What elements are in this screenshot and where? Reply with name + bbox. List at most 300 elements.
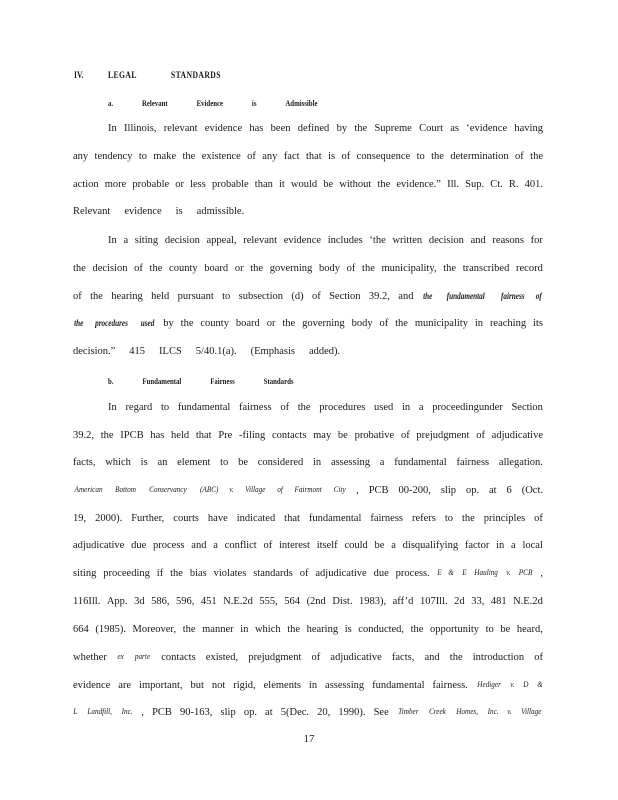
- body-line: [73, 318, 543, 329]
- body-word: (Emphasis: [250, 346, 295, 357]
- subheading-word: is: [251, 99, 257, 108]
- body-word: Pre: [218, 430, 233, 441]
- body-word: fairness: [238, 402, 272, 413]
- body-word: a: [418, 402, 424, 413]
- body-word: have: [207, 513, 228, 524]
- body-word: 5(Dec.: [280, 707, 310, 718]
- body-word: evidence.”: [396, 179, 441, 190]
- citation-word: the: [74, 318, 84, 328]
- body-word: ILCS: [159, 346, 182, 357]
- body-word: the: [100, 430, 114, 441]
- body-line: [73, 263, 543, 274]
- body-word: facts,: [391, 652, 415, 663]
- body-word: prejudgment: [416, 430, 470, 441]
- body-word: the: [297, 402, 311, 413]
- body-word: reasons: [492, 235, 524, 246]
- body-word: subsection: [238, 291, 283, 302]
- body-word: regard: [125, 402, 153, 413]
- citation-word: &: [448, 568, 455, 577]
- body-word: rigid,: [233, 680, 256, 691]
- body-word: the: [149, 263, 163, 274]
- body-word: municipality,: [381, 263, 437, 274]
- body-word: tendency: [94, 151, 133, 162]
- body-word: would: [290, 179, 318, 190]
- citation-word: parte: [135, 652, 151, 661]
- citation-word: Fairmont: [294, 485, 322, 494]
- body-word: relevant: [163, 123, 198, 134]
- body-word: of: [247, 151, 256, 162]
- body-word: are: [118, 680, 132, 691]
- body-word: as: [450, 123, 460, 134]
- body-word: to: [416, 151, 425, 162]
- section-title: [108, 70, 221, 80]
- body-word: has: [249, 123, 264, 134]
- body-word: admissible.: [196, 206, 245, 217]
- body-word: transcribed: [462, 263, 510, 274]
- body-word: fundamental: [394, 457, 447, 468]
- body-word: hearing: [111, 291, 143, 302]
- citation-word: used: [141, 318, 155, 328]
- body-word: by: [163, 318, 174, 329]
- body-word: is: [140, 457, 148, 468]
- body-word: defined: [297, 123, 330, 134]
- subheading-word: Fairness: [210, 377, 235, 386]
- body-word: in: [308, 680, 318, 691]
- subheading-a: [108, 99, 317, 108]
- citation-word: D: [523, 680, 529, 689]
- body-word: a: [213, 540, 218, 551]
- body-word: fairness.: [432, 680, 468, 691]
- body-word: 596,: [175, 596, 195, 607]
- body-word: to: [220, 457, 229, 468]
- body-word: governing: [302, 318, 345, 329]
- body-word: the: [182, 151, 196, 162]
- section-number: IV.: [74, 70, 84, 80]
- body-word: slip: [220, 707, 236, 718]
- body-word: Moreover,: [132, 624, 177, 635]
- body-word: and: [398, 291, 414, 302]
- citation-word: v.: [506, 568, 512, 577]
- body-word: in: [474, 318, 484, 329]
- body-word: In: [108, 235, 117, 246]
- body-word: disqualifying: [402, 540, 459, 551]
- citation-word: City: [333, 485, 346, 494]
- body-word: procedures: [319, 402, 366, 413]
- body-word: be: [374, 540, 385, 551]
- section-title-word: LEGAL: [108, 70, 137, 80]
- body-word: any: [262, 151, 278, 162]
- body-word: of: [299, 568, 309, 579]
- body-line: [73, 596, 543, 607]
- body-word: body: [318, 263, 340, 274]
- body-word: In: [108, 402, 117, 413]
- citation-word: Hediger: [477, 680, 501, 689]
- body-word: 107Ill.: [419, 596, 448, 607]
- citation-word: Homes,: [455, 707, 478, 716]
- body-word: Supreme: [374, 123, 412, 134]
- body-word: fundamental: [308, 513, 362, 524]
- body-word: adjudicative: [73, 540, 125, 551]
- body-word: 555,: [259, 596, 278, 607]
- body-word: body: [351, 318, 373, 329]
- body-word: of: [341, 151, 351, 162]
- body-word: 2d: [454, 596, 465, 607]
- body-word: of: [346, 263, 356, 274]
- body-word: the: [354, 123, 368, 134]
- body-word: 2000).: [95, 513, 123, 524]
- body-word: the: [377, 179, 391, 190]
- body-line: [73, 680, 543, 691]
- body-word: adjudicative: [330, 652, 382, 663]
- body-word: it: [278, 179, 285, 190]
- citation-word: procedures: [95, 318, 129, 328]
- body-word: (1985).: [95, 624, 126, 635]
- body-word: determination: [450, 151, 509, 162]
- body-word: in: [240, 624, 249, 635]
- body-word: 415: [129, 346, 146, 357]
- body-word: 39.2,: [368, 291, 390, 302]
- body-word: See: [373, 707, 389, 718]
- citation-word: Village: [245, 485, 266, 494]
- citation-word: of: [536, 291, 543, 301]
- body-word: may: [313, 430, 332, 441]
- citation-word: fairness: [500, 291, 525, 301]
- body-word: decision: [428, 235, 464, 246]
- body-line: [73, 430, 543, 441]
- body-word: proceeding: [103, 568, 150, 579]
- body-word: pursuant: [177, 291, 214, 302]
- body-word: county: [169, 263, 198, 274]
- body-word: be: [500, 624, 511, 635]
- body-line: [108, 235, 543, 246]
- body-word: due: [131, 540, 147, 551]
- body-word: Ill.: [447, 179, 460, 190]
- body-word: an: [157, 457, 168, 468]
- body-word: a: [391, 540, 396, 551]
- body-word: adjudicative: [491, 430, 543, 441]
- body-word: the: [395, 318, 408, 329]
- body-word: decision: [92, 263, 128, 274]
- citation-word: Landfill,: [86, 707, 112, 716]
- body-word: Illinois,: [124, 123, 157, 134]
- citation-word: ex: [117, 652, 124, 661]
- body-word: 1983),: [358, 596, 387, 607]
- subheading-word: Fundamental: [142, 377, 182, 386]
- body-word: make: [153, 151, 177, 162]
- body-word: ,: [141, 707, 144, 718]
- body-line: [73, 485, 543, 496]
- body-word: the: [282, 318, 296, 329]
- body-word: indicated: [236, 513, 276, 524]
- subheading-word: Relevant: [142, 99, 168, 108]
- body-word: probable: [211, 179, 249, 190]
- subheading-word: Evidence: [196, 99, 224, 108]
- body-word: considered: [257, 457, 304, 468]
- body-word: without: [339, 179, 372, 190]
- body-word: of: [280, 402, 290, 413]
- citation-word: (ABC): [199, 485, 219, 494]
- body-word: whether: [73, 652, 107, 663]
- body-line: [108, 123, 543, 134]
- body-word: probable: [132, 179, 170, 190]
- body-word: Section: [329, 291, 361, 302]
- body-word: added).: [308, 346, 341, 357]
- body-word: the: [73, 263, 86, 274]
- body-word: includes: [327, 235, 363, 246]
- body-word: to: [138, 151, 147, 162]
- body-word: or: [234, 263, 244, 274]
- body-word: been: [270, 123, 291, 134]
- body-line: [73, 346, 543, 357]
- body-word: prejudgment: [248, 652, 302, 663]
- body-word: important,: [139, 680, 183, 691]
- body-line: [73, 291, 543, 302]
- body-word: consequence: [356, 151, 411, 162]
- body-word: Sup.: [465, 179, 485, 190]
- body-word: fundamental: [372, 680, 425, 691]
- body-word: 1990).: [338, 707, 366, 718]
- body-word: 586,: [151, 596, 170, 607]
- body-word: op.: [243, 707, 257, 718]
- body-word: but: [190, 680, 204, 691]
- body-word: siting: [134, 235, 159, 246]
- body-word: be: [323, 179, 334, 190]
- body-word: facts,: [73, 457, 96, 468]
- citation-word: v.: [510, 680, 515, 689]
- body-word: the: [461, 513, 475, 524]
- body-word: the: [180, 318, 194, 329]
- body-word: fact: [283, 151, 300, 162]
- body-word: municipality: [414, 318, 468, 329]
- body-word: the: [182, 624, 196, 635]
- citation-word: fundamental: [446, 291, 485, 301]
- body-word: be: [238, 457, 248, 468]
- body-word: than: [254, 179, 273, 190]
- body-word: less: [190, 179, 206, 190]
- body-word: its: [533, 318, 543, 329]
- body-word: PCB: [152, 707, 172, 718]
- body-word: 00-200,: [398, 485, 431, 496]
- body-word: existed,: [205, 652, 239, 663]
- body-word: evidence: [73, 680, 111, 691]
- body-word: refers: [411, 513, 436, 524]
- body-word: the: [287, 624, 301, 635]
- body-line: [73, 513, 543, 524]
- body-word: probative: [354, 430, 395, 441]
- body-word: manner: [202, 624, 234, 635]
- body-word: assessing: [325, 680, 365, 691]
- body-word: which: [254, 624, 281, 635]
- body-word: for: [530, 235, 543, 246]
- body-word: is: [344, 624, 352, 635]
- citation-word: Hauling: [474, 568, 499, 577]
- body-word: that: [284, 513, 300, 524]
- body-word: 481: [490, 596, 507, 607]
- body-word: the: [530, 151, 543, 162]
- body-line: [73, 179, 543, 190]
- body-word: Ct.: [490, 179, 503, 190]
- page-number: 17: [303, 733, 315, 745]
- body-word: Court: [419, 123, 443, 134]
- body-word: that: [305, 151, 322, 162]
- subheading-word: a.: [108, 99, 114, 108]
- body-word: in: [496, 540, 505, 551]
- body-word: 90-163,: [180, 707, 213, 718]
- body-word: 19,: [73, 513, 87, 524]
- citation-word: PCB: [519, 568, 533, 577]
- body-word: if: [156, 568, 164, 579]
- body-word: allegation.: [498, 457, 543, 468]
- body-word: -filing: [239, 430, 266, 441]
- body-word: ,: [540, 568, 543, 579]
- citation-word: &: [536, 680, 543, 689]
- body-word: county: [200, 318, 229, 329]
- body-word: and: [424, 652, 440, 663]
- body-word: introduction: [472, 652, 525, 663]
- body-word: the: [410, 624, 424, 635]
- body-word: more: [104, 179, 127, 190]
- body-word: written: [392, 235, 423, 246]
- body-word: at: [265, 707, 273, 718]
- body-word: local: [522, 540, 543, 551]
- body-word: fairness: [370, 513, 403, 524]
- body-word: assessing: [330, 457, 371, 468]
- body-word: App.: [106, 596, 128, 607]
- body-word: evidence: [124, 206, 162, 217]
- body-word: Further,: [131, 513, 165, 524]
- body-word: courts: [173, 513, 199, 524]
- body-word: of: [379, 318, 389, 329]
- subheading-word: Admissible: [285, 99, 318, 108]
- body-word: conducted,: [358, 624, 405, 635]
- body-word: Section: [511, 402, 543, 413]
- body-word: to: [485, 624, 494, 635]
- body-word: In: [108, 123, 117, 134]
- body-word: 564: [284, 596, 301, 607]
- body-word: existence: [201, 151, 241, 162]
- body-word: IPCB: [120, 430, 144, 441]
- body-word: process.: [395, 568, 430, 579]
- body-word: 33,: [471, 596, 485, 607]
- body-word: governing: [269, 263, 313, 274]
- body-word: action: [73, 179, 99, 190]
- citation-word: Timber: [398, 707, 419, 716]
- body-word: or: [266, 318, 276, 329]
- body-word: is: [175, 206, 183, 217]
- body-word: adjudicative: [315, 568, 367, 579]
- body-word: ,: [356, 485, 359, 496]
- body-word: factor: [464, 540, 490, 551]
- body-word: could: [344, 540, 368, 551]
- body-word: appeal,: [206, 235, 237, 246]
- body-word: (d): [291, 291, 304, 302]
- body-word: of: [515, 151, 524, 162]
- body-word: conflict: [224, 540, 257, 551]
- body-word: violates: [213, 568, 247, 579]
- citation-word: the: [422, 291, 433, 301]
- citation-word: Inc.: [487, 707, 499, 716]
- body-line: [73, 624, 543, 635]
- citation-word: v.: [229, 485, 234, 494]
- body-word: of: [263, 540, 273, 551]
- body-word: at: [489, 485, 497, 496]
- citation-word: E: [461, 568, 467, 577]
- citation-word: Creek: [428, 707, 446, 716]
- body-word: that: [195, 430, 212, 441]
- body-word: relevant: [243, 235, 278, 246]
- body-word: the: [431, 151, 444, 162]
- body-word: (Oct.: [521, 485, 543, 496]
- body-word: elements: [263, 680, 301, 691]
- body-word: not: [211, 680, 226, 691]
- body-word: of: [400, 430, 410, 441]
- body-word: bias: [189, 568, 207, 579]
- body-word: used: [374, 402, 394, 413]
- body-word: board: [204, 263, 229, 274]
- body-word: board: [235, 318, 260, 329]
- body-line: [73, 568, 543, 579]
- body-word: held: [151, 291, 170, 302]
- body-word: a: [511, 540, 516, 551]
- body-word: the: [449, 652, 463, 663]
- body-word: a: [123, 235, 129, 246]
- body-word: 116Ill.: [73, 596, 101, 607]
- body-word: the: [90, 291, 103, 302]
- body-word: proceedingunder: [432, 402, 503, 413]
- body-word: has: [150, 430, 165, 441]
- body-line: [73, 151, 543, 162]
- body-word: principles: [483, 513, 526, 524]
- body-word: hearing: [306, 624, 339, 635]
- body-word: 5/40.1(a).: [195, 346, 237, 357]
- body-word: which: [105, 457, 131, 468]
- body-word: (2nd: [306, 596, 326, 607]
- body-word: reaching: [489, 318, 527, 329]
- body-word: Relevant: [73, 206, 111, 217]
- citation-word: Inc.: [121, 707, 133, 716]
- body-word: be: [337, 430, 348, 441]
- citation-word: L: [73, 707, 78, 716]
- body-word: contacts: [272, 430, 307, 441]
- body-word: 451: [200, 596, 217, 607]
- body-word: 20,: [317, 707, 331, 718]
- body-word: the: [443, 263, 457, 274]
- body-word: evidence: [204, 123, 243, 134]
- body-word: itself: [316, 540, 338, 551]
- body-word: op.: [465, 485, 480, 496]
- body-word: the: [170, 568, 183, 579]
- body-word: to: [222, 291, 231, 302]
- body-word: process: [153, 540, 185, 551]
- body-word: N.E.2d: [223, 596, 253, 607]
- citation-word: Conservancy: [149, 485, 187, 494]
- body-line: [73, 540, 543, 551]
- body-word: held: [171, 430, 190, 441]
- body-word: siting: [73, 568, 97, 579]
- body-word: decision.”: [73, 346, 116, 357]
- body-word: of: [73, 291, 82, 302]
- body-word: 401.: [524, 179, 543, 190]
- body-word: the: [362, 263, 375, 274]
- body-word: of: [134, 263, 143, 274]
- body-word: of: [311, 291, 321, 302]
- body-word: ‘the: [369, 235, 386, 246]
- body-word: in: [313, 457, 322, 468]
- subheading-b: [108, 377, 294, 386]
- body-word: PCB: [368, 485, 389, 496]
- subheading-word: b.: [108, 377, 114, 386]
- body-word: contacts: [161, 652, 196, 663]
